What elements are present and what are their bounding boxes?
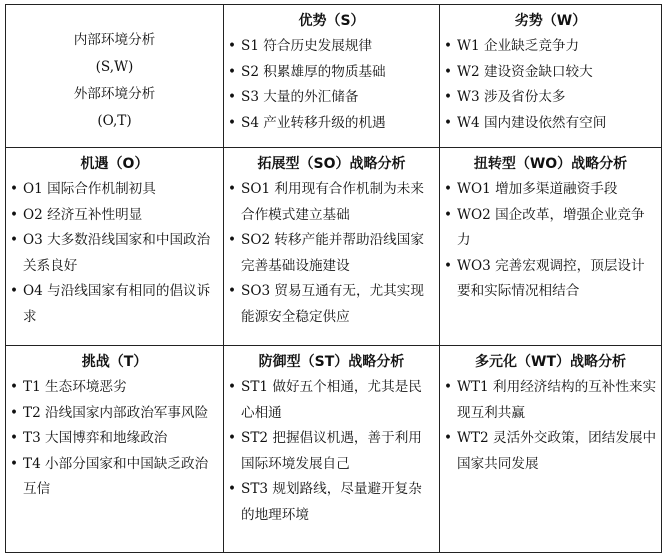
threats-item xyxy=(10,426,219,452)
strengths-item xyxy=(228,85,435,111)
opportunities-list xyxy=(10,177,219,330)
opportunities-title: 机遇（O） xyxy=(80,156,149,172)
threats-item xyxy=(10,401,219,427)
weaknesses-item-text: W4 国内建设依然有空间 xyxy=(457,114,607,131)
st-item xyxy=(228,426,435,477)
bullet-icon: • xyxy=(228,430,237,446)
swot-row-header xyxy=(6,5,662,148)
st-item xyxy=(228,375,435,426)
weaknesses-list xyxy=(444,34,657,136)
bullet-icon: • xyxy=(228,283,237,299)
threats-list xyxy=(10,375,219,503)
opportunities-item xyxy=(10,279,219,330)
threats-cell xyxy=(6,346,224,553)
opportunities-item-text: O1 国际合作机制初具 xyxy=(23,181,156,197)
wt-item xyxy=(444,375,657,426)
strengths-item-text: S3 大量的外汇储备 xyxy=(241,89,359,105)
bullet-icon: • xyxy=(444,257,453,274)
opportunities-item-text: O4 与沿线国家有相同的倡议诉求 xyxy=(23,283,211,325)
so-item-text: SO3 贸易互通有无，尤其实现能源安全稳定供应 xyxy=(241,283,424,325)
weaknesses-item xyxy=(444,34,657,60)
so-strategy-list xyxy=(228,177,435,330)
bullet-icon: • xyxy=(444,206,453,223)
wt-item-text: WT1 利用经济结构的互补性来实现互利共赢 xyxy=(457,379,657,421)
opportunities-cell xyxy=(6,148,224,346)
wo-item-text: WO2 国企改革，增强企业竞争力 xyxy=(457,206,645,248)
so-strategy-title: 拓展型（SO）战略分析 xyxy=(257,156,406,172)
bullet-icon: • xyxy=(444,89,453,105)
st-item xyxy=(228,477,435,528)
wo-strategy-cell xyxy=(440,148,662,346)
bullet-icon: • xyxy=(228,232,237,248)
threats-item-text: T2 沿线国家内部政治军事风险 xyxy=(23,404,209,421)
bullet-icon: • xyxy=(228,481,237,497)
opportunities-item xyxy=(10,203,219,229)
bullet-icon: • xyxy=(228,114,237,131)
strengths-item xyxy=(228,60,435,86)
weaknesses-item xyxy=(444,60,657,86)
corner-ot-label: (O,T) xyxy=(97,113,132,129)
strengths-list xyxy=(228,34,435,136)
strengths-title: 优势（S） xyxy=(298,13,365,29)
threats-item-text: T1 生态环境恶劣 xyxy=(23,379,127,395)
weaknesses-title: 劣势（W） xyxy=(514,13,587,29)
weaknesses-item-text: W1 企业缺乏竞争力 xyxy=(457,38,580,54)
bullet-icon: • xyxy=(228,379,237,395)
wt-strategy-list xyxy=(444,375,657,477)
bullet-icon: • xyxy=(10,455,19,472)
corner-external-label: 外部环境分析 xyxy=(73,86,156,102)
threats-title: 挑战（T） xyxy=(81,354,148,370)
bullet-icon: • xyxy=(444,63,453,80)
strengths-item-text: S4 产业转移升级的机遇 xyxy=(241,114,386,131)
wt-item xyxy=(444,426,657,477)
corner-sw-label: (S,W) xyxy=(95,59,134,75)
weaknesses-item xyxy=(444,111,657,137)
bullet-icon: • xyxy=(10,283,19,299)
bullet-icon: • xyxy=(10,430,19,446)
wt-strategy-title: 多元化（WT）战略分析 xyxy=(475,354,626,370)
so-item xyxy=(228,177,435,228)
opportunities-item-text: O3 大多数沿线国家和中国政治关系良好 xyxy=(23,232,211,274)
threats-item-text: T3 大国博弈和地缘政治 xyxy=(23,430,168,446)
corner-internal-label: 内部环境分析 xyxy=(73,32,156,48)
bullet-icon: • xyxy=(228,89,237,105)
wt-item-text: WT2 灵活外交政策，团结发展中国家共同发展 xyxy=(457,430,657,472)
opportunities-item xyxy=(10,177,219,203)
strengths-item-text: S1 符合历史发展规律 xyxy=(241,38,373,54)
bullet-icon: • xyxy=(444,181,453,197)
so-item xyxy=(228,228,435,279)
bullet-icon: • xyxy=(444,379,453,395)
weaknesses-item xyxy=(444,85,657,111)
bullet-icon: • xyxy=(444,430,453,446)
bullet-icon: • xyxy=(444,38,453,54)
threats-item xyxy=(10,452,219,503)
st-strategy-list xyxy=(228,375,435,528)
bullet-icon: • xyxy=(10,379,19,395)
bullet-icon: • xyxy=(228,38,237,54)
corner-cell xyxy=(6,5,224,148)
st-item-text: ST3 规划路线，尽量避开复杂的地理环境 xyxy=(241,481,422,523)
strengths-item xyxy=(228,34,435,60)
st-item-text: ST2 把握倡议机遇，善于利用国际环境发展自己 xyxy=(241,430,422,472)
weaknesses-item-text: W2 建设资金缺口较大 xyxy=(457,63,593,80)
wo-item-text: WO1 增加多渠道融资手段 xyxy=(457,181,618,197)
bullet-icon: • xyxy=(10,206,19,223)
wo-item xyxy=(444,177,657,203)
wo-item xyxy=(444,203,657,254)
threats-item-text: T4 小部分国家和中国缺乏政治互信 xyxy=(23,455,209,497)
strengths-item xyxy=(228,111,435,137)
wt-strategy-cell xyxy=(440,346,662,553)
so-item-text: SO2 转移产能并帮助沿线国家完善基础设施建设 xyxy=(241,232,424,274)
strengths-cell xyxy=(224,5,440,148)
bullet-icon: • xyxy=(10,232,19,248)
opportunities-item-text: O2 经济互补性明显 xyxy=(23,206,143,223)
so-strategy-cell xyxy=(224,148,440,346)
weaknesses-cell xyxy=(440,5,662,148)
wo-strategy-title: 扭转型（WO）战略分析 xyxy=(473,156,628,172)
threats-item xyxy=(10,375,219,401)
bullet-icon: • xyxy=(10,404,19,421)
weaknesses-item-text: W3 涉及省份太多 xyxy=(457,89,566,105)
wo-item-text: WO3 完善宏观调控，顶层设计要和实际情况相结合 xyxy=(457,257,645,299)
wo-item xyxy=(444,254,657,305)
st-item-text: ST1 做好五个相通，尤其是民心相通 xyxy=(241,379,422,421)
swot-table xyxy=(5,4,662,553)
so-item-text: SO1 利用现有合作机制为未来合作模式建立基础 xyxy=(241,181,424,223)
swot-row-threats xyxy=(6,346,662,553)
so-item xyxy=(228,279,435,330)
bullet-icon: • xyxy=(10,181,19,197)
wo-strategy-list xyxy=(444,177,657,305)
swot-row-opportunities xyxy=(6,148,662,346)
opportunities-item xyxy=(10,228,219,279)
st-strategy-title: 防御型（ST）战略分析 xyxy=(258,354,405,370)
st-strategy-cell xyxy=(224,346,440,553)
bullet-icon: • xyxy=(444,114,453,131)
strengths-item-text: S2 积累雄厚的物质基础 xyxy=(241,63,386,80)
bullet-icon: • xyxy=(228,181,237,197)
bullet-icon: • xyxy=(228,63,237,80)
